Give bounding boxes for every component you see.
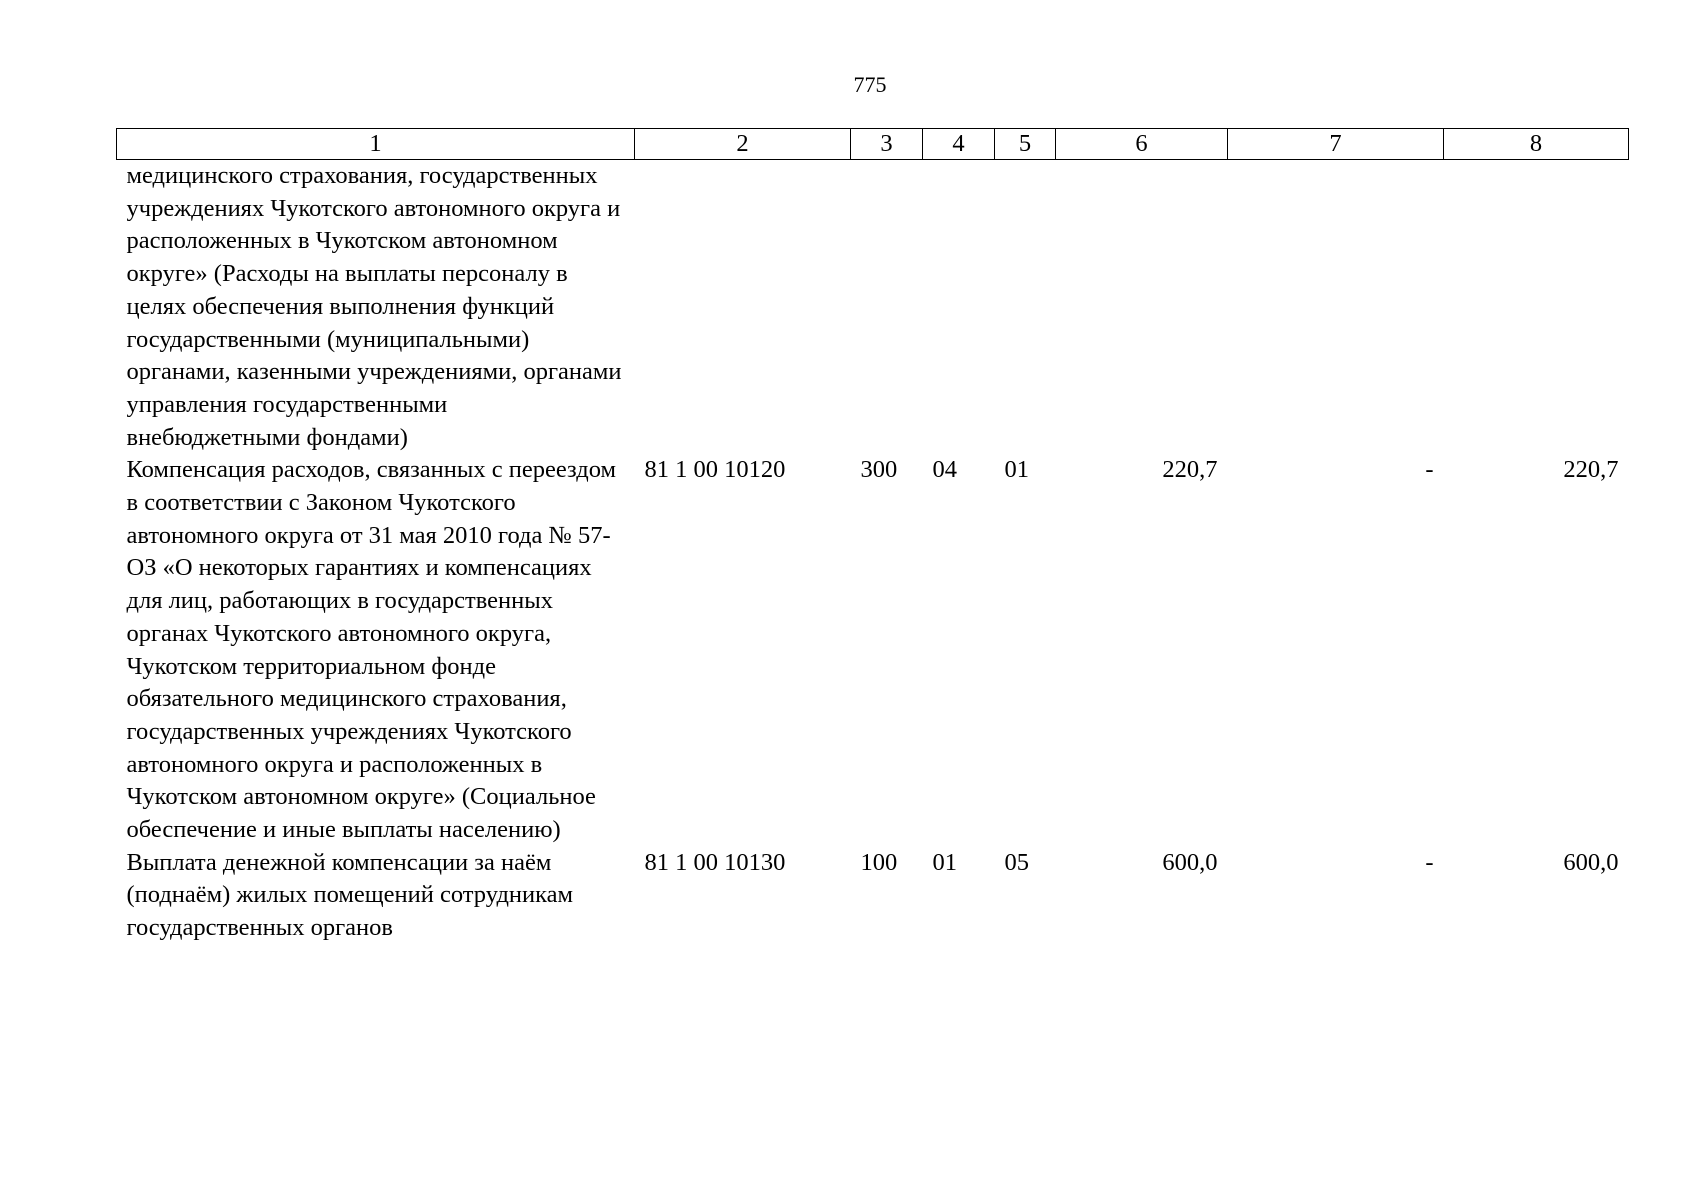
row-amount-3: 600,0	[1563, 848, 1619, 876]
header-col-7: 7	[1228, 129, 1444, 160]
table-row	[117, 160, 1629, 455]
table-header	[117, 129, 1629, 160]
header-col-3: 3	[851, 129, 923, 160]
table-body	[117, 160, 1629, 945]
row-amount-1: 220,7	[1162, 456, 1218, 484]
row-vr	[851, 160, 923, 455]
row-amount-2: -	[1425, 848, 1434, 876]
row-rz	[923, 160, 995, 455]
row-csr	[635, 160, 851, 455]
row-vr: 100	[860, 848, 898, 876]
table-row	[117, 847, 1629, 945]
row-amount-1: 600,0	[1162, 848, 1218, 876]
page-number: 775	[853, 72, 887, 97]
row-amount-3	[1444, 160, 1629, 455]
row-name: Выплата денежной компенсации за наём (поднаём) жилых помещений сотрудникам государственных органов	[126, 848, 574, 942]
row-amount-2	[1228, 160, 1444, 455]
row-rz: 01	[932, 848, 957, 876]
header-col-2: 2	[635, 129, 851, 160]
row-name: медицинского страхования, государственных учреждениях Чукотского автономного округа и расположенных в Чукотском автономном округе» (Расходы на выплаты персоналу в целях обеспечения выполнения функций государственными (муниципальными) органами, казенными учреждениями, органами управления государственными внебюджетными фондами)	[126, 162, 622, 451]
header-col-5: 5	[995, 129, 1056, 160]
row-pr: 05	[1004, 848, 1029, 876]
row-amount-1	[1056, 160, 1228, 455]
row-amount-2: -	[1425, 456, 1434, 484]
table-row	[117, 454, 1629, 846]
header-col-6: 6	[1056, 129, 1228, 160]
header-row	[117, 129, 1629, 160]
header-col-1: 1	[117, 129, 635, 160]
header-col-4: 4	[923, 129, 995, 160]
row-pr	[995, 160, 1056, 455]
header-col-8: 8	[1444, 129, 1629, 160]
row-vr: 300	[860, 456, 898, 484]
budget-table	[116, 128, 1629, 945]
row-csr: 81 1 00 10130	[644, 848, 786, 876]
row-pr: 01	[1004, 456, 1029, 484]
row-rz: 04	[932, 456, 957, 484]
row-amount-3: 220,7	[1563, 456, 1619, 484]
row-csr: 81 1 00 10120	[644, 456, 786, 484]
row-name: Компенсация расходов, связанных с переездом в соответствии с Законом Чукотского автономного округа от 31 мая 2010 года № 57-ОЗ «О некоторых гарантиях и компенсациях для лиц, работающих в государственных органах Чукотского автономного округа, Чукотском территориальном фонде обязательного медицинского страхования, государственных учреждениях Чукотского автономного округа и расположенных в Чукотском автономном округе» (Социальное обеспечение и иные выплаты населению)	[126, 456, 617, 844]
